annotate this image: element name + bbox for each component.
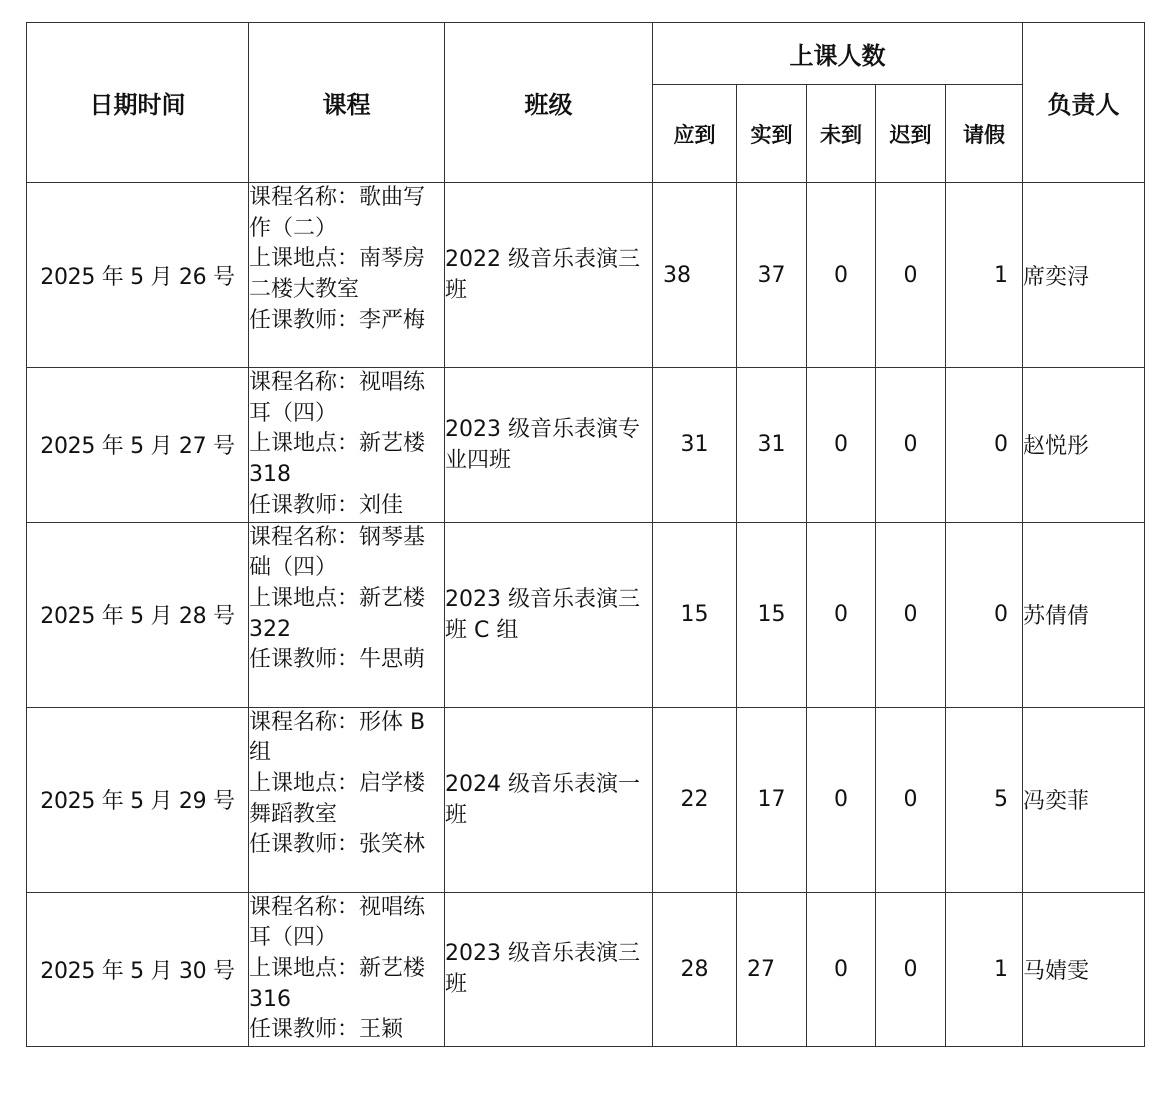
header-class: 班级 (445, 23, 653, 183)
course-location: 上课地点：启学楼舞蹈教室 (249, 770, 426, 827)
class-cell: 2022 级音乐表演三班 (445, 183, 653, 368)
class-cell: 2023 级音乐表演三班 C 组 (445, 522, 653, 707)
actual-cell: 37 (737, 183, 807, 368)
header-leave: 请假 (946, 85, 1023, 183)
absent-cell: 0 (807, 183, 876, 368)
late-cell: 0 (876, 707, 946, 892)
late-cell: 0 (876, 892, 946, 1047)
header-attendance: 上课人数 (653, 23, 1023, 85)
actual-cell: 15 (737, 522, 807, 707)
leave-cell: 1 (946, 892, 1023, 1047)
class-cell: 2023 级音乐表演三班 (445, 892, 653, 1047)
absent-cell: 0 (807, 368, 876, 523)
expected-cell: 38 (653, 183, 737, 368)
class-cell: 2024 级音乐表演一班 (445, 707, 653, 892)
responsible-cell: 冯奕菲 (1023, 707, 1145, 892)
expected-cell: 31 (653, 368, 737, 523)
leave-cell: 5 (946, 707, 1023, 892)
course-location: 上课地点：新艺楼 316 (249, 955, 426, 1012)
responsible-cell: 马婧雯 (1023, 892, 1145, 1047)
absent-cell: 0 (807, 522, 876, 707)
course-name: 课程名称：歌曲写作（二） (249, 185, 426, 241)
course-location: 上课地点：新艺楼 322 (249, 585, 426, 642)
course-cell (249, 707, 445, 892)
course-name: 课程名称：视唱练耳（四） (249, 370, 426, 426)
course-name: 课程名称：形体 B 组 (249, 709, 426, 766)
leave-cell: 1 (946, 183, 1023, 368)
leave-cell: 0 (946, 368, 1023, 523)
absent-cell: 0 (807, 707, 876, 892)
course-teacher: 任课教师：王颖 (249, 1017, 404, 1043)
table-row (27, 707, 1145, 892)
header-expected: 应到 (653, 85, 737, 183)
course-teacher: 任课教师：刘佳 (249, 492, 404, 518)
leave-cell: 0 (946, 522, 1023, 707)
date-cell: 2025 年 5 月 28 号 (27, 522, 249, 707)
table-row (27, 368, 1145, 523)
responsible-cell: 赵悦彤 (1023, 368, 1145, 523)
course-cell (249, 183, 445, 368)
header-row-1 (27, 23, 1145, 85)
header-absent: 未到 (807, 85, 876, 183)
attendance-table (26, 22, 1145, 1047)
header-actual: 实到 (737, 85, 807, 183)
course-cell (249, 368, 445, 523)
course-location: 上课地点：新艺楼 318 (249, 431, 426, 488)
table-row (27, 522, 1145, 707)
course-cell (249, 522, 445, 707)
date-cell: 2025 年 5 月 26 号 (27, 183, 249, 368)
expected-cell: 28 (653, 892, 737, 1047)
course-cell (249, 892, 445, 1047)
late-cell: 0 (876, 368, 946, 523)
actual-cell: 31 (737, 368, 807, 523)
late-cell: 0 (876, 522, 946, 707)
header-responsible: 负责人 (1023, 23, 1145, 183)
header-late: 迟到 (876, 85, 946, 183)
course-location: 上课地点：南琴房二楼大教室 (249, 246, 426, 303)
table-row (27, 183, 1145, 368)
actual-cell: 17 (737, 707, 807, 892)
date-cell: 2025 年 5 月 30 号 (27, 892, 249, 1047)
responsible-cell: 苏倩倩 (1023, 522, 1145, 707)
expected-cell: 22 (653, 707, 737, 892)
course-teacher: 任课教师：牛思萌 (249, 647, 426, 673)
table-row (27, 892, 1145, 1047)
date-cell: 2025 年 5 月 29 号 (27, 707, 249, 892)
course-teacher: 任课教师：张笑林 (249, 832, 426, 858)
header-date: 日期时间 (27, 23, 249, 183)
date-cell: 2025 年 5 月 27 号 (27, 368, 249, 523)
responsible-cell: 席奕浔 (1023, 183, 1145, 368)
absent-cell: 0 (807, 892, 876, 1047)
late-cell: 0 (876, 183, 946, 368)
course-name: 课程名称：视唱练耳（四） (249, 894, 426, 951)
actual-cell: 27 (737, 892, 807, 1047)
course-name: 课程名称：钢琴基础（四） (249, 524, 426, 581)
expected-cell: 15 (653, 522, 737, 707)
class-cell: 2023 级音乐表演专业四班 (445, 368, 653, 523)
course-teacher: 任课教师：李严梅 (249, 307, 426, 333)
header-course: 课程 (249, 23, 445, 183)
